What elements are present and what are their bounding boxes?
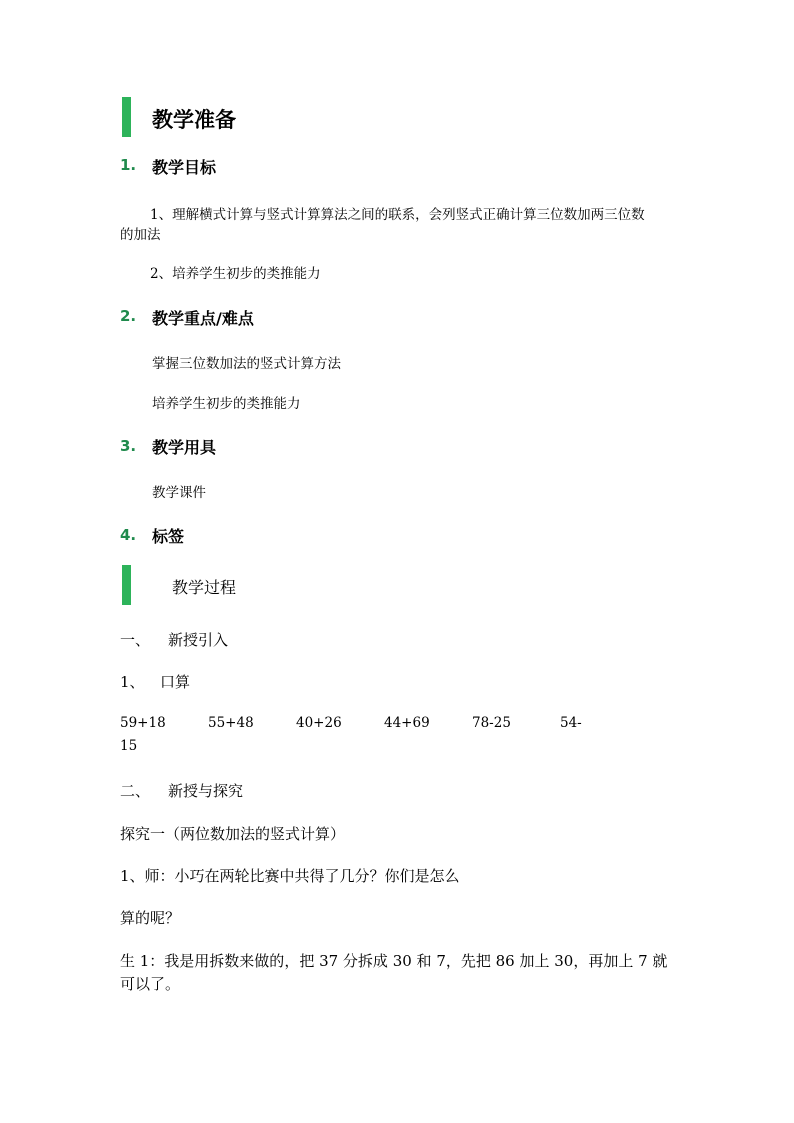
section-number-3: 3. (120, 437, 137, 455)
section-title-process: 教学过程 (172, 578, 237, 597)
part1-title: 新授引入 (168, 631, 229, 649)
item1-title: 口算 (160, 673, 191, 691)
section-number-1: 1. (120, 156, 137, 174)
teacher-question-line-2: 算的呢？ (120, 909, 181, 927)
section-bar-process (122, 565, 131, 605)
keypoint-2: 培养学生初步的类推能力 (152, 396, 301, 412)
section-number-2: 2. (120, 307, 137, 325)
item1-marker: 1、 (120, 673, 145, 691)
goal-line-2: 2、培养学生初步的类推能力 (150, 266, 321, 282)
part2-title: 新授与探究 (168, 782, 244, 800)
oral-problem: 44+69 (384, 715, 430, 731)
tools-text: 教学课件 (152, 485, 206, 501)
section-heading-keypoints: 教学重点/难点 (152, 309, 254, 328)
oral-problem: 59+18 (120, 715, 166, 731)
section-number-4: 4. (120, 526, 137, 544)
oral-problem: 78-25 (472, 715, 511, 731)
keypoint-1: 掌握三位数加法的竖式计算方法 (152, 356, 341, 372)
section-heading-tools: 教学用具 (152, 438, 217, 457)
oral-problem: 54- (560, 715, 582, 731)
section-heading-goals: 教学目标 (152, 158, 217, 177)
oral-problem: 55+48 (208, 715, 254, 731)
part2-marker: 二、 (120, 782, 151, 800)
section-bar-prep (122, 97, 131, 137)
student-answer-line-2: 可以了。 (120, 975, 181, 993)
oral-problem-wrap: 15 (120, 738, 138, 754)
oral-problem: 40+26 (296, 715, 342, 731)
teacher-question-line-1: 1、师：小巧在两轮比赛中共得了几分？你们是怎么 (120, 867, 460, 885)
section-title-prep: 教学准备 (152, 108, 236, 132)
student-answer-line-1: 生 1：我是用拆数来做的，把 37 分拆成 30 和 7，先把 86 加上 30，再加上 7 就 (120, 952, 668, 970)
goal-line-1: 1、理解横式计算与竖式计算算法之间的联系，会列竖式正确计算三位数加两三位数 (150, 207, 645, 223)
explore-title: 探究一（两位数加法的竖式计算） (120, 825, 346, 843)
section-heading-tags: 标签 (152, 527, 185, 546)
part1-marker: 一、 (120, 631, 151, 649)
goal-line-1-wrap: 的加法 (120, 227, 161, 243)
